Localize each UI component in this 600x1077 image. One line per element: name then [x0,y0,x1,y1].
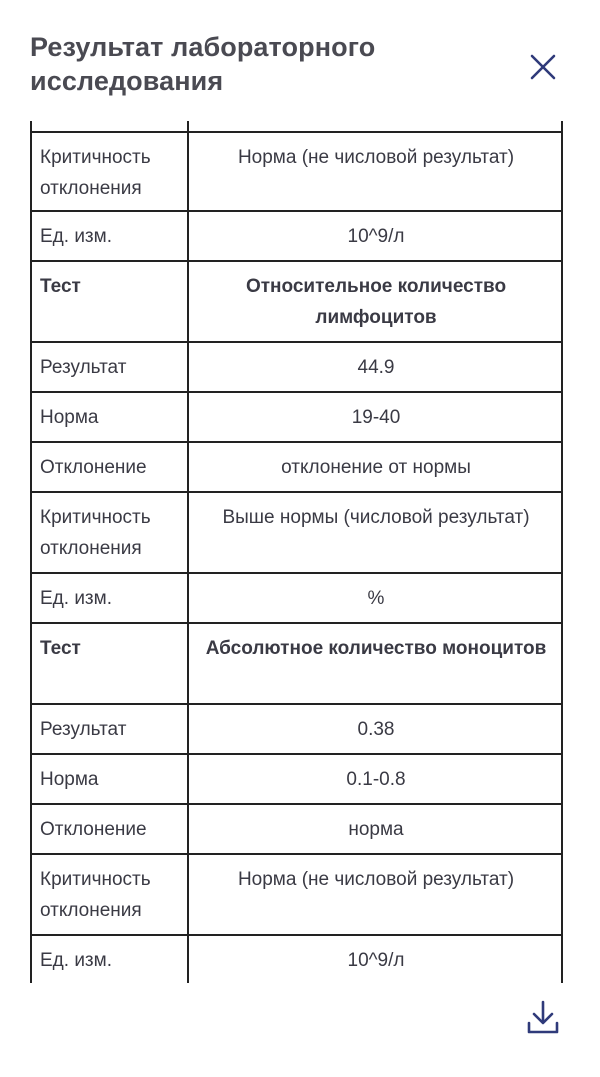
row-value: Норма (не числовой результат) [237,147,515,168]
table-row [30,574,563,624]
row-value: норма [348,819,404,840]
table-row [30,393,563,443]
table-row [30,262,563,343]
row-label: Тест [40,638,81,659]
close-button[interactable] [524,48,562,86]
row-value: отклонение от нормы [281,457,471,478]
table-row [30,855,563,936]
row-label: Критичность отклонения [40,147,151,199]
header [30,30,490,98]
table-row [30,443,563,493]
table-row [30,755,563,805]
page-title: Результат лабораторного исследования [30,32,376,96]
row-label: Отклонение [40,457,147,478]
row-label: Ед. изм. [40,950,112,971]
row-label: Ед. изм. [40,588,112,609]
row-value: 19-40 [351,407,401,428]
row-value: 10^9/л [347,950,405,971]
row-value: Выше нормы (числовой результат) [222,507,530,528]
row-value: Абсолютное количество моноцитов [205,638,547,659]
row-value: % [367,588,385,609]
row-value: Относительное количество лимфоцитов [245,276,507,328]
table-row [30,343,563,393]
table-row [30,805,563,855]
column-divider [187,121,189,983]
download-button[interactable] [522,996,564,1038]
download-icon [526,999,560,1035]
table-row [30,493,563,574]
row-label: Ед. изм. [40,226,112,247]
row-value: 0.38 [357,719,395,740]
row-value: Норма (не числовой результат) [237,869,515,890]
table-row [30,624,563,705]
row-label: Критичность отклонения [40,869,151,921]
row-label: Норма [40,769,99,790]
row-label: Отклонение [40,819,147,840]
row-label: Тест [40,276,81,297]
table-row [30,131,563,212]
close-icon [530,54,556,80]
row-label: Результат [40,719,127,740]
row-label: Результат [40,357,127,378]
table-body [30,131,563,983]
table-row [30,936,563,983]
row-value: 10^9/л [347,226,405,247]
row-label: Норма [40,407,99,428]
row-label: Критичность отклонения [40,507,151,559]
row-value: 0.1-0.8 [346,769,406,790]
row-value: 44.9 [357,357,395,378]
table-row [30,212,563,262]
table-row [30,705,563,755]
results-table[interactable] [30,121,563,983]
